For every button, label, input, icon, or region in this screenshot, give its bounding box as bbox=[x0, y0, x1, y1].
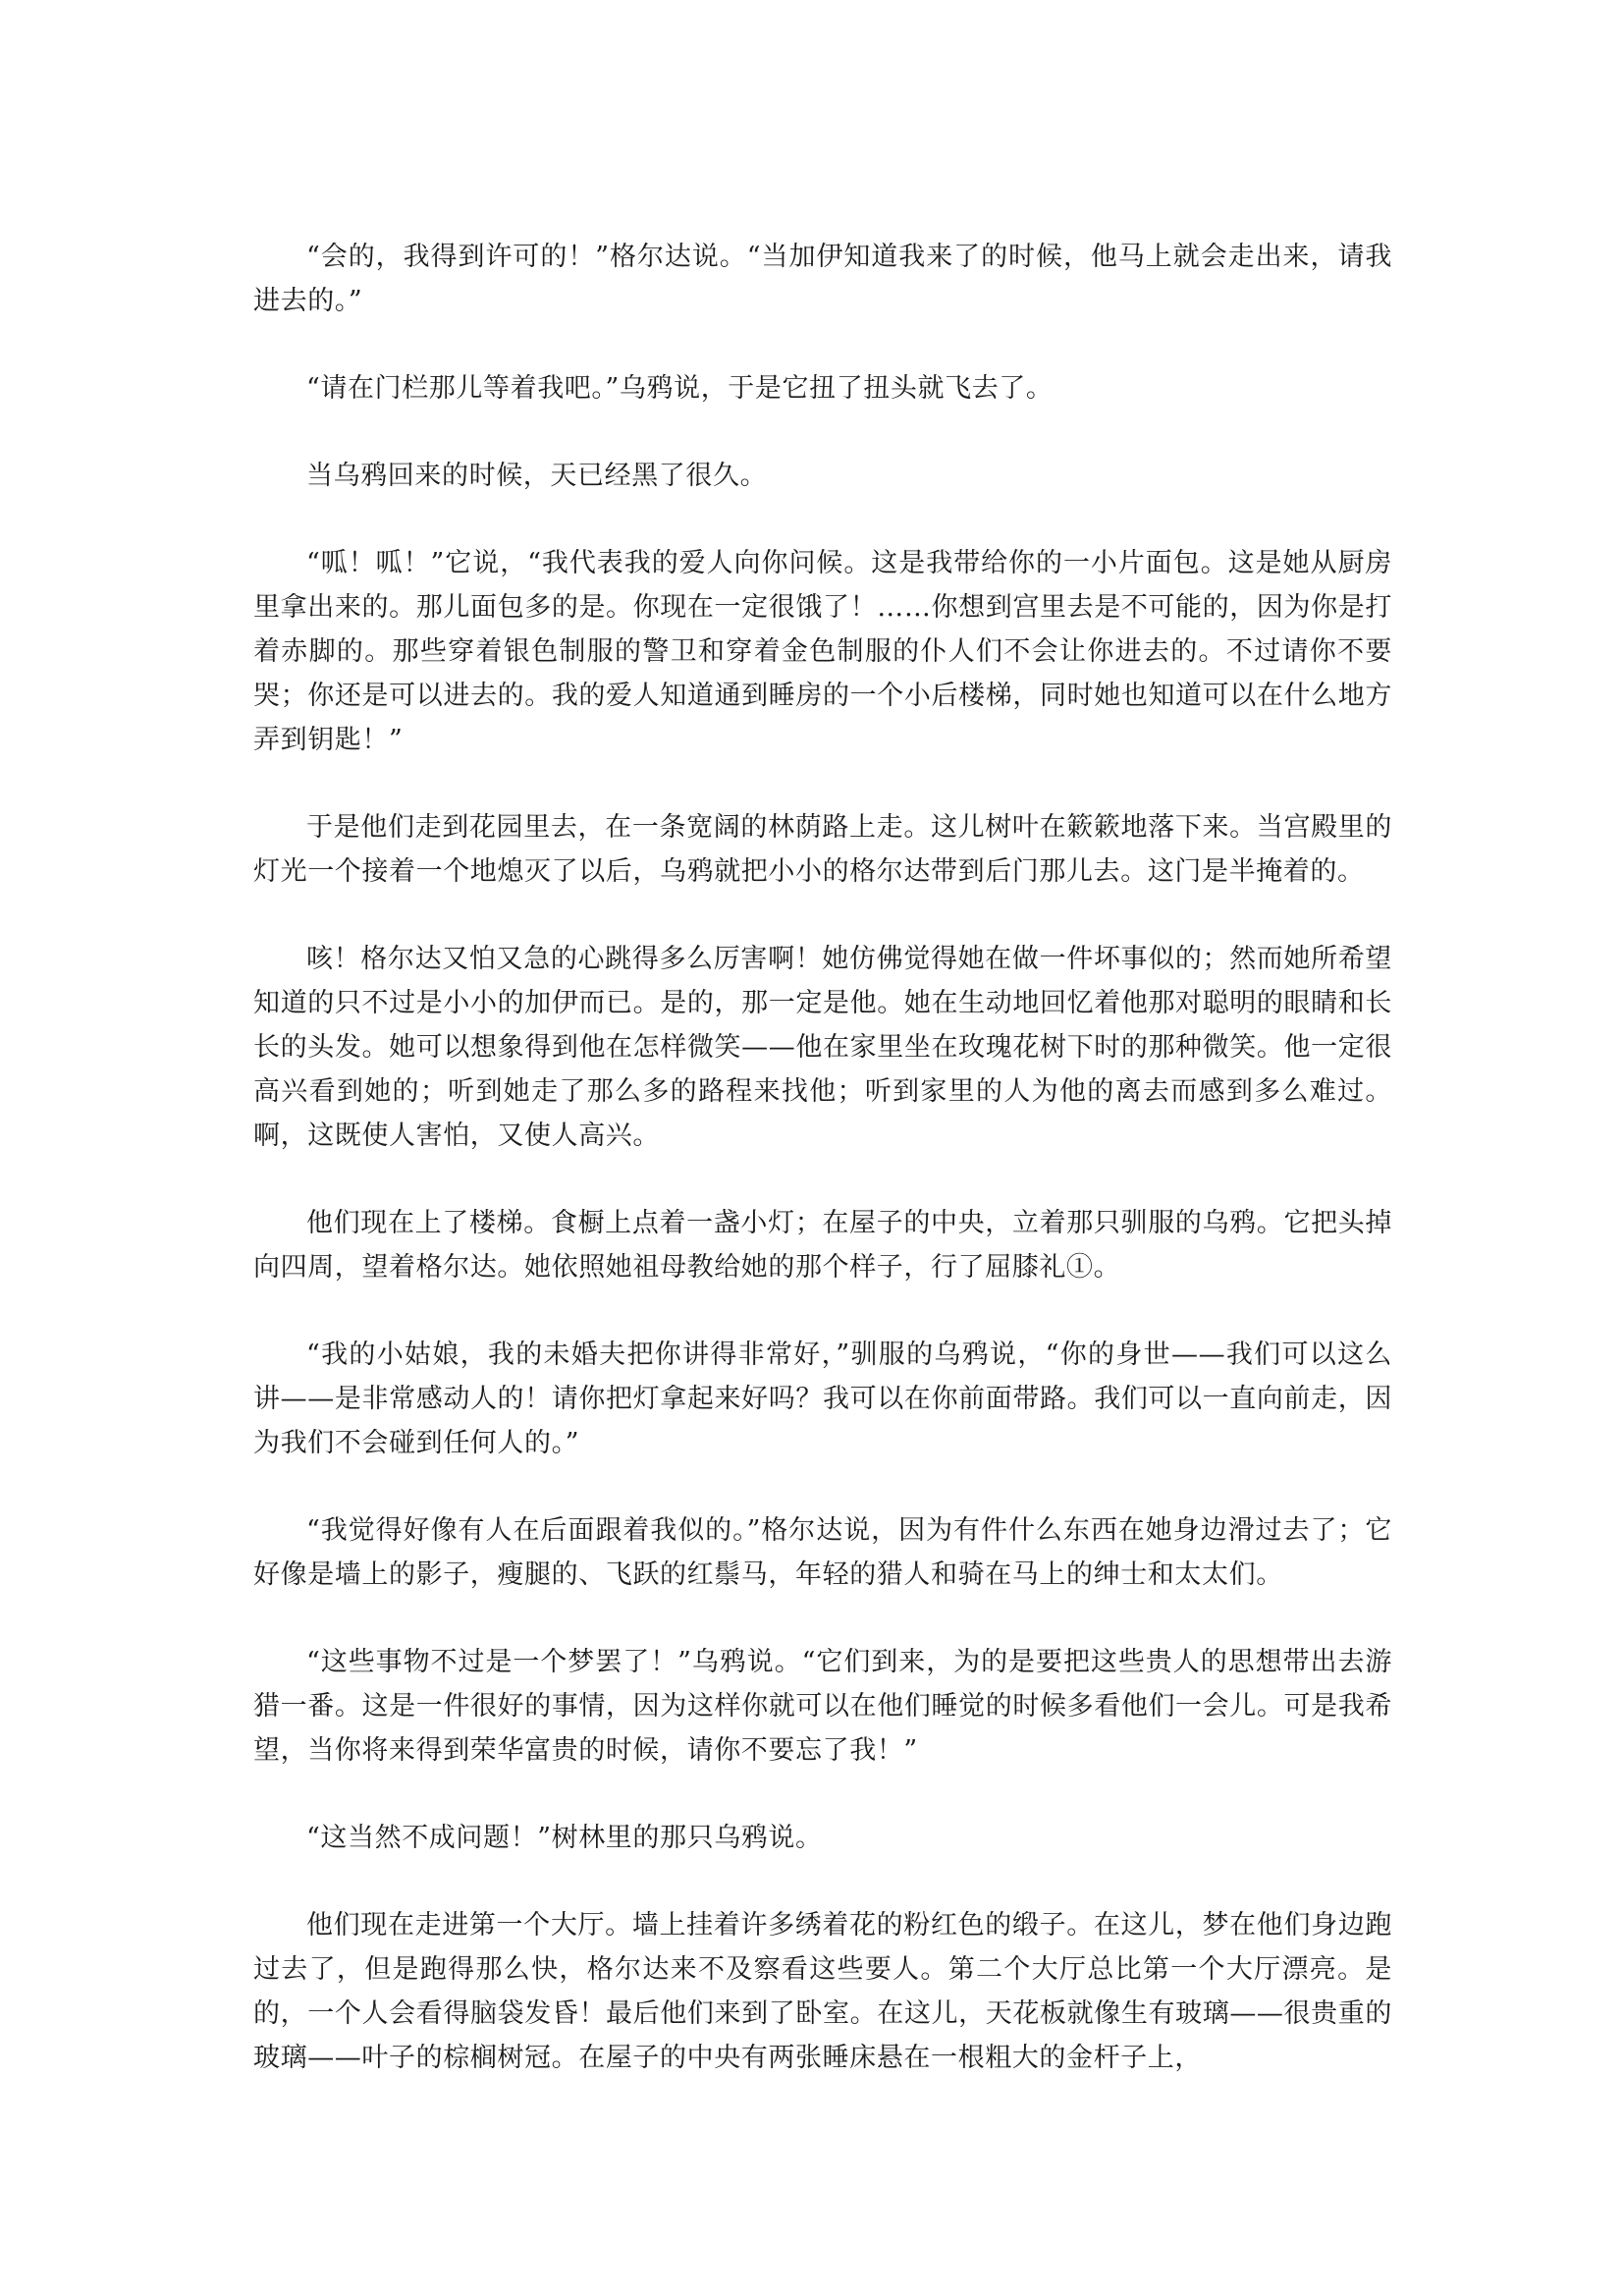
paragraph-7: 他们现在上了楼梯。食橱上点着一盏小灯；在屋子的中央，立着那只驯服的乌鸦。它把头掉向四周，望着格尔达。她依照她祖母教给她的那个样子，行了屈膝礼①。 bbox=[253, 1208, 1392, 1283]
paragraph-10: “这些事物不过是一个梦罢了！”乌鸦说。“它们到来，为的是要把这些贵人的思想带出去游猎一番。这是一件很好的事情，因为这样你就可以在他们睡觉的时候多看他们一会儿。可是我希望，当你将来得到荣华富贵的时候，请你不要忘了我！” bbox=[253, 1647, 1392, 1766]
story-text bbox=[253, 235, 1392, 2123]
paragraph-12: 他们现在走进第一个大厅。墙上挂着许多绣着花的粉红色的缎子。在这儿，梦在他们身边跑过去了，但是跑得那么快，格尔达来不及察看这些要人。第二个大厅总比第一个大厅漂亮。是的，一个人会看得脑袋发昏！最后他们来到了卧室。在这儿，天花板就像生有玻璃——很贵重的玻璃——叶子的棕榈树冠。在屋子的中央有两张睡床悬在一根粗大的金杆子上， bbox=[253, 1910, 1392, 2073]
paragraph-6: 咳！格尔达又怕又急的心跳得多么厉害啊！她仿佛觉得她在做一件坏事似的；然而她所希望知道的只不过是小小的加伊而已。是的，那一定是他。她在生动地回忆着他那对聪明的眼睛和长长的头发。她可以想象得到他在怎样微笑——他在家里坐在玫瑰花树下时的那种微笑。他一定很高兴看到她的；听到她走了那么多的路程来找他；听到家里的人为他的离去而感到多么难过。啊，这既使人害怕，又使人高兴。 bbox=[253, 944, 1392, 1151]
paragraph-3: 当乌鸦回来的时候，天已经黑了很久。 bbox=[306, 461, 768, 491]
paragraph-9: “我觉得好像有人在后面跟着我似的。”格尔达说，因为有件什么东西在她身边滑过去了；它好像是墙上的影子，瘦腿的、飞跃的红鬃马，年轻的猎人和骑在马上的绅士和太太们。 bbox=[253, 1515, 1392, 1590]
paragraph-2: “请在门栏那儿等着我吧。”乌鸦说，于是它扭了扭头就飞去了。 bbox=[306, 373, 1054, 404]
paragraph-1: “会的，我得到许可的！”格尔达说。“当加伊知道我来了的时候，他马上就会走出来，请我进去的。” bbox=[253, 242, 1392, 316]
paragraph-4: “呱！呱！”它说，“我代表我的爱人向你问候。这是我带给你的一小片面包。这是她从厨房里拿出来的。那儿面包多的是。你现在一定很饿了！……你想到宫里去是不可能的，因为你是打着赤脚的。那些穿着银色制服的警卫和穿着金色制服的仆人们不会让你进去的。不过请你不要哭；你还是可以进去的。我的爱人知道通到睡房的一个小后楼梯，同时她也知道可以在什么地方弄到钥匙！” bbox=[253, 548, 1392, 755]
paragraph-11: “这当然不成问题！”树林里的那只乌鸦说。 bbox=[306, 1823, 823, 1853]
paragraph-5: 于是他们走到花园里去，在一条宽阔的林荫路上走。这儿树叶在簌簌地落下来。当宫殿里的灯光一个接着一个地熄灭了以后，乌鸦就把小小的格尔达带到后门那儿去。这门是半掩着的。 bbox=[253, 812, 1392, 887]
paragraph-8: “我的小姑娘，我的未婚夫把你讲得非常好，”驯服的乌鸦说，“你的身世——我们可以这么讲——是非常感动人的！请你把灯拿起来好吗？我可以在你前面带路。我们可以一直向前走，因为我们不会碰到任何人的。” bbox=[253, 1339, 1392, 1458]
